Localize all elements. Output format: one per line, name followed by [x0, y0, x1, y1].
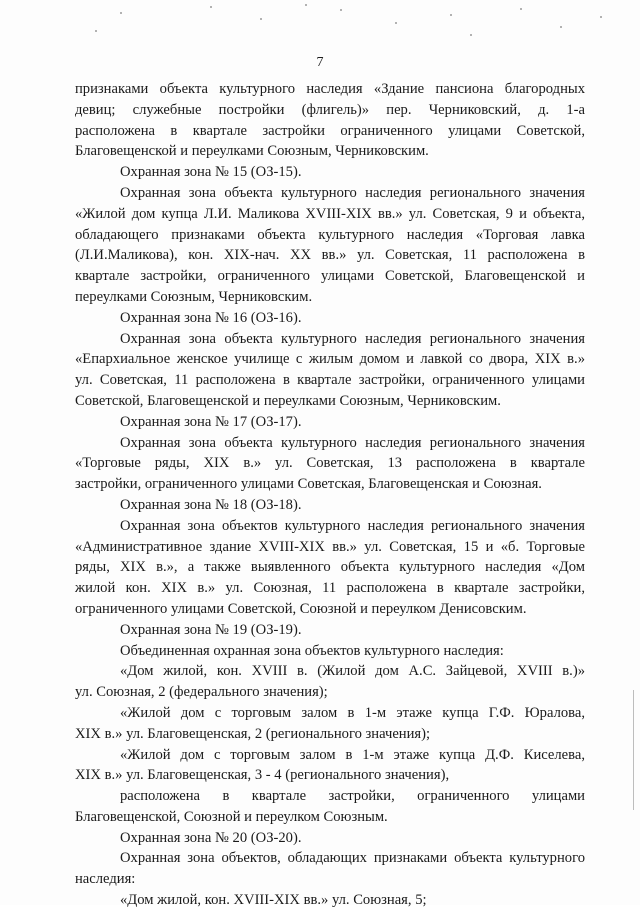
text-line: «Жилой дом с торговым залом в 1-м этаже купца Г.Ф. Юралова,: [120, 704, 585, 721]
text-line: переулками Союзным, Черниковским.: [75, 288, 313, 305]
text-line: «Торговые ряды, XIX в.» ул. Советская, 13 расположена в квартале: [75, 455, 585, 472]
text-line: ряды, XIX в.», а также выявленного объекта культурного наследия «Дом: [75, 559, 585, 576]
text-line: Благовещенской и переулками Союзным, Черниковским.: [75, 143, 429, 160]
text-line: жилой кон. XIX в.» ул. Союзная, 11 расположена в квартале застройки,: [75, 580, 585, 597]
text-line: ул. Советская, 11 расположена в квартале застройки, ограниченного улицами: [75, 372, 585, 389]
scan-speck: [560, 26, 562, 28]
scan-speck: [95, 30, 97, 32]
text-line: Охранная зона № 17 (ОЗ-17).: [120, 413, 302, 430]
text-line: (Л.И.Маликова), кон. XIX-нач. XX вв.» ул. Советская, 11 расположена в: [75, 247, 585, 264]
text-line: Охранная зона № 15 (ОЗ-15).: [120, 164, 302, 181]
text-line: расположена в квартале застройки ограниченного улицами Советской,: [75, 122, 585, 139]
text-line: Охранная зона объекта культурного наследия регионального значения: [120, 434, 585, 451]
text-line: «Жилой дом с торговым залом в 1-м этаже купца Д.Ф. Киселева,: [120, 746, 585, 763]
text-line: Охранная зона № 20 (ОЗ-20).: [120, 829, 302, 846]
text-line: ул. Союзная, 2 (федерального значения);: [75, 684, 328, 701]
scan-speck: [395, 22, 397, 24]
text-line: «Дом жилой, кон. XVIII в. (Жилой дом А.С. Зайцевой, XVIII в.)»: [120, 663, 585, 680]
scan-speck: [470, 34, 472, 36]
text-line: расположена в квартале застройки, ограниченного улицами: [120, 788, 585, 805]
text-line: Охранная зона объектов, обладающих признаками объекта культурного: [120, 850, 585, 867]
text-line: Охранная зона объектов культурного наследия регионального значения: [120, 517, 585, 534]
text-line: девиц; служебные постройки (флигель)» пер. Черниковский, д. 1-а: [75, 101, 585, 118]
text-line: «Административное здание XVIII-XIX вв.» ул. Советская, 15 и «б. Торговые: [75, 538, 585, 555]
text-line: обладающего признаками объекта культурного наследия «Торговая лавка: [75, 226, 585, 243]
document-text: [75, 79, 585, 911]
text-line: «Дом жилой, кон. XVIII-XIX вв.» ул. Союзная, 5;: [120, 892, 427, 909]
scan-speck: [450, 14, 452, 16]
text-line: ограниченного улицами Советской, Союзной и переулком Денисовским.: [75, 600, 527, 617]
text-line: Благовещенской, Союзной и переулком Союзным.: [75, 808, 388, 825]
text-line: XIX в.» ул. Благовещенская, 3 - 4 (регионального значения),: [75, 767, 450, 784]
text-line: «Жилой дом купца Л.И. Маликова XVIII-XIX вв.» ул. Советская, 9 и объекта,: [75, 205, 585, 222]
text-line: Объединенная охранная зона объектов культурного наследия:: [120, 642, 504, 659]
text-line: застройки, ограниченного улицами Советская, Благовещенская и Союзная.: [75, 476, 542, 493]
scan-speck: [340, 9, 342, 11]
scan-speck: [260, 18, 262, 20]
scan-edge-mark: [633, 690, 634, 810]
text-line: XIX в.» ул. Благовещенская, 2 (регионального значения);: [75, 725, 431, 742]
text-line: Охранная зона объекта культурного наследия регионального значения: [120, 184, 585, 201]
text-line: Советской, Благовещенской и переулками Союзным, Черниковским.: [75, 392, 501, 409]
text-line: наследия:: [75, 871, 136, 888]
text-line: Охранная зона № 18 (ОЗ-18).: [120, 496, 302, 513]
text-line: Охранная зона объекта культурного наследия регионального значения: [120, 330, 585, 347]
text-line: квартале застройки, ограниченного улицами Советской, Благовещенской и: [75, 268, 585, 285]
text-line: признаками объекта культурного наследия «Здание пансиона благородных: [75, 81, 585, 97]
text-line: Охранная зона № 16 (ОЗ-16).: [120, 309, 302, 326]
scan-speck: [520, 8, 522, 10]
text-line: Охранная зона № 19 (ОЗ-19).: [120, 621, 302, 638]
text-line: «Епархиальное женское училище с жилым домом и лавкой со двора, XIX в.»: [75, 351, 585, 368]
page-number: 7: [316, 55, 324, 70]
scan-speck: [210, 6, 212, 8]
scan-speck: [305, 4, 307, 6]
scan-speck: [120, 12, 122, 14]
scan-speck: [600, 16, 602, 18]
